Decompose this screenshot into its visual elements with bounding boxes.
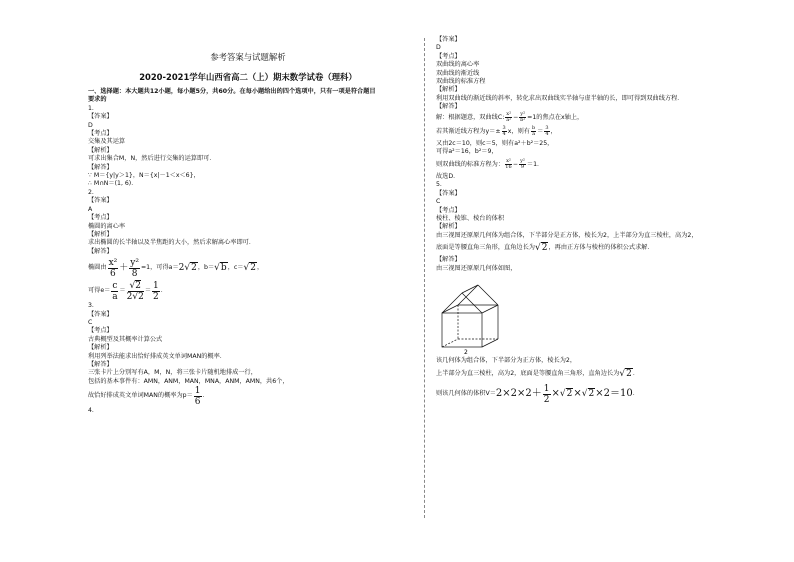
q5-solution-label: 【解答】 [436, 256, 461, 264]
q5-v-sqrt1: √2 [559, 388, 573, 399]
q4-s1-end: =1的焦点在x轴上， [527, 113, 584, 121]
q2-s1-end: ， [256, 264, 264, 272]
q3-solution-label: 【解答】 [88, 360, 113, 368]
q4-s2-prefix: 若其渐近线方程为y＝± [436, 127, 501, 135]
q2-s1-mid: ，可得a＝ [150, 264, 179, 272]
q4-s2-a: a [532, 131, 536, 138]
q2-r-den-rad: 2 [138, 292, 144, 303]
q4-s5-end: ＝1． [526, 160, 544, 168]
q5-vol-end: ． [632, 389, 639, 397]
q4-s5-prefix: 则双曲线的标准方程为： [436, 160, 505, 168]
q2-e-eq: ＝ [119, 287, 126, 295]
q3-analysis-label: 【解析】 [88, 344, 113, 352]
q2-den8: 8 [131, 269, 138, 280]
q4-s5-minus: − [512, 160, 519, 168]
q5-a2-sqrt: √2 [535, 243, 548, 254]
q4-s1-prefix: 解：根据题意，双曲线C: [436, 113, 505, 121]
q3-answer: C [88, 318, 93, 326]
q2-eq1: =1 [140, 264, 151, 272]
q4-x-fraction [505, 112, 512, 124]
q4-s5-x2: x² [506, 157, 511, 164]
q4-point-1: 双曲线的离心率 [436, 61, 480, 69]
q4-r-fraction [544, 126, 549, 138]
q4-s5-x-fraction [505, 159, 512, 171]
q3-answer-label: 【答案】 [88, 310, 113, 318]
q4-point-3: 双曲线的标准方程 [436, 78, 486, 86]
q2-plus: ＋ [119, 263, 129, 274]
q2-half-num: 1 [153, 281, 159, 292]
left-column [88, 36, 408, 416]
q5-number: 5. [436, 181, 442, 189]
q2-ellipse-formula [88, 258, 408, 279]
q5-solution-0: 由三视图还原原几何体如图， [436, 264, 517, 272]
q2-ratio-fraction [127, 281, 144, 302]
q2-point: 椭圆的离心率 [88, 222, 126, 230]
q4-standard-equation-line [436, 159, 736, 171]
q2-solution-label: 【解答】 [88, 247, 113, 255]
q4-s2-eq: ＝ [537, 127, 544, 135]
q2-half-den: 2 [153, 292, 159, 303]
q5-solution-2 [436, 366, 736, 382]
q4-solution-4: 可得a²＝16，b²＝9， [436, 148, 498, 156]
q3-probability-line [88, 386, 408, 407]
q5-solution-1: 该几何体为组合体，下半部分为正方体，棱长为2， [436, 357, 577, 365]
q5-v-den: 2 [543, 394, 550, 405]
q5-a2-prefix: 底面是等腰直角三角形，直角边长为 [436, 244, 535, 252]
q4-s5-y2: y² [520, 157, 525, 164]
q4-point-2: 双曲线的渐近线 [436, 69, 480, 77]
q3-point-label: 【考点】 [88, 327, 113, 335]
q2-den6: 6 [110, 269, 116, 280]
q4-number: 4. [88, 407, 94, 415]
q4-s2-b: b [531, 124, 536, 131]
q4-h-b2: b² [520, 117, 526, 124]
q3-point: 古典概型及其概率计算公式 [88, 335, 163, 343]
q2-ratio-num: √2 [129, 281, 141, 292]
q2-r-num-rad: 2 [135, 281, 141, 292]
q5-s2-sqrt: √2 [619, 368, 632, 379]
q4-point-label: 【考点】 [436, 52, 461, 60]
page-title: 参考答案与试题解析 [210, 52, 286, 62]
q4-y-fraction [519, 112, 526, 124]
q3-p-num: 1 [194, 386, 201, 397]
q1-answer-label: 【答案】 [88, 113, 113, 121]
q4-analysis: 利用双曲线的渐近线的斜率，转化求出双曲线实半轴与虚半轴的长，即可得到双曲线方程． [436, 94, 684, 102]
q2-s2-end: ． [160, 287, 167, 295]
q4-solution-label: 【解答】 [436, 103, 461, 111]
q2-s2-prefix: 可得e＝ [88, 287, 111, 295]
q2-c-text: ，c＝ [227, 264, 244, 272]
q4-answer: D [436, 44, 441, 52]
q2-x-fraction [108, 258, 119, 279]
q2-answer: A [88, 205, 93, 213]
q5-v-num: 1 [543, 383, 550, 394]
q4-s2-end: ， [550, 127, 557, 135]
q1-answer: D [88, 121, 93, 129]
q1-analysis: 可求出集合M，N，然后进行交集的运算即可． [88, 155, 216, 163]
q3-solution-2: 包括的基本事件有：AMN，ANM，MAN，MNA，ANM，AMN，共6个， [88, 377, 289, 385]
q5-s2-prefix: 上半部分为直三棱柱，高为2，底面是等腰直角三角形，直角边长为 [436, 369, 620, 377]
q4-answer-label: 【答案】 [436, 36, 461, 43]
q5-v-rad1: 2 [566, 388, 573, 399]
q2-number: 2. [88, 188, 94, 196]
q4-r-den: 4 [545, 131, 549, 138]
q4-s5-y-fraction [519, 159, 526, 171]
q4-h-minus: − [513, 113, 519, 121]
cube-front-face [442, 313, 482, 347]
q4-k-fraction [502, 126, 507, 138]
q2-analysis-label: 【解析】 [88, 230, 113, 238]
q5-analysis-1: 由三视图还原原几何体为组合体，下半部分是正方体，棱长为2，上半部分为直三棱柱，高为2， [436, 231, 698, 239]
q2-half-fraction [152, 281, 160, 302]
q4-s5-16: 16 [505, 164, 512, 171]
q2-point-label: 【考点】 [88, 214, 113, 222]
q2-a-rad: 2 [191, 263, 197, 274]
dim-label: 2 [464, 349, 468, 356]
q1-point-label: 【考点】 [88, 130, 113, 138]
solid-diagram [436, 275, 516, 355]
q2-c-value: √2 [243, 263, 256, 274]
q5-vol-prefix: 则该几何体的体积V＝ [436, 389, 496, 397]
q5-volume-line [436, 384, 736, 405]
q5-v-fraction [543, 384, 551, 405]
q1-point: 交集及其运算 [88, 138, 126, 146]
q5-answer: C [436, 198, 441, 206]
q3-solution-1: 三张卡片上分别写有A，M，N，将三张卡片随机地排成一行， [88, 369, 257, 377]
q4-h-x2: x² [506, 110, 512, 117]
q3-probability-fraction [194, 386, 202, 407]
q4-hyperbola-line [436, 112, 736, 124]
q4-analysis-label: 【解析】 [436, 86, 461, 94]
q1-number: 1. [88, 104, 94, 112]
exam-subtitle: 2020-2021学年山西省高二（上）期末数学试卷（理科） [139, 72, 357, 82]
q1-solution-1: ∵ M＝{y|y＞1}，N＝{x|－1＜x＜6}， [88, 172, 200, 180]
q3-p-den: 6 [194, 397, 201, 408]
section-heading-cont: 要求的 [88, 96, 107, 104]
q5-point-label: 【考点】 [436, 206, 461, 214]
q1-analysis-label: 【解析】 [88, 146, 113, 154]
q4-solution-6: 故选D． [436, 173, 460, 181]
q1-solution-label: 【解答】 [88, 163, 113, 171]
q4-h-a2: a² [506, 117, 512, 124]
q2-b-text: ，b＝ [197, 264, 215, 272]
q3-s3-end: ． [202, 392, 209, 400]
q4-ba-fraction [531, 126, 536, 138]
q5-answer-label: 【答案】 [436, 189, 461, 197]
section-heading: 一、选择题：本大题共12小题，每小题5分，共60分。在每小题给出的四个选项中，只有一项是符合题目 [88, 88, 376, 95]
q3-analysis: 利用列举法能求出恰好排成英文单词MAN的概率． [88, 352, 226, 360]
q2-analysis: 求出椭圆的长半轴以及半焦距的大小，然后求解离心率即可． [88, 239, 256, 247]
q4-s5-9: 9 [520, 164, 525, 171]
q5-v-times3: ×2＝10 [595, 387, 633, 399]
q2-x2: x² [108, 258, 118, 269]
right-column [436, 36, 736, 405]
q2-b-value: √b [214, 263, 227, 274]
q1-solution-2: ∴ M∩N＝(1, 6)． [88, 180, 138, 188]
q5-s2-rad: 2 [626, 368, 632, 379]
q2-a-coef: 2 [178, 263, 185, 274]
q5-s2-end: ． [632, 369, 640, 377]
q3-number: 3. [88, 302, 94, 310]
q4-k-num: 3 [502, 124, 506, 131]
q2-y-fraction [129, 258, 140, 279]
q5-v-a: 2×2×2＋ [495, 387, 542, 399]
q5-analysis-2 [436, 240, 736, 256]
q2-answer-label: 【答案】 [88, 197, 113, 205]
q2-a-value: 2√2 [178, 263, 197, 274]
q4-r-num: 3 [545, 124, 549, 131]
q5-v-sqrt2: √2 [581, 388, 595, 399]
q5-v-rad2: 2 [588, 388, 595, 399]
q4-h-y2: y² [520, 110, 526, 117]
q2-e-den: a [112, 292, 118, 303]
q2-b-rad: b [220, 263, 227, 274]
q3-s3-prefix: 故恰好排成英文单词MAN的概率为p＝ [88, 392, 193, 400]
q2-c-rad: 2 [250, 263, 256, 274]
q5-analysis-label: 【解析】 [436, 223, 461, 231]
q4-s2-mid: x，则有 [507, 127, 530, 135]
q2-s1-prefix: 椭圆由 [88, 264, 107, 272]
q5-v-times2: × [573, 387, 582, 399]
q2-y2: y² [130, 258, 139, 269]
q5-a2-rad: 2 [541, 243, 548, 254]
q5-point: 棱柱、棱锥、棱台的体积 [436, 215, 505, 223]
q2-eccentricity-formula [88, 281, 408, 302]
q4-k-den: 4 [502, 131, 506, 138]
q5-v-times1: × [551, 387, 560, 399]
q2-r-den-coef: 2 [126, 292, 133, 303]
q4-asymptote-line [436, 126, 736, 138]
q4-solution-3: 又由2c＝10，则c＝5，则有a²＋b²＝25， [436, 140, 554, 148]
q2-ca-fraction [111, 281, 118, 302]
q2-ratio-den: 2√2 [126, 292, 144, 303]
q2-e-num: c [112, 281, 118, 292]
column-divider [424, 38, 425, 518]
q2-e-eq2: ＝ [144, 287, 152, 295]
q5-a2-end: ，再由正方体与棱柱的体积公式求解． [548, 244, 654, 252]
